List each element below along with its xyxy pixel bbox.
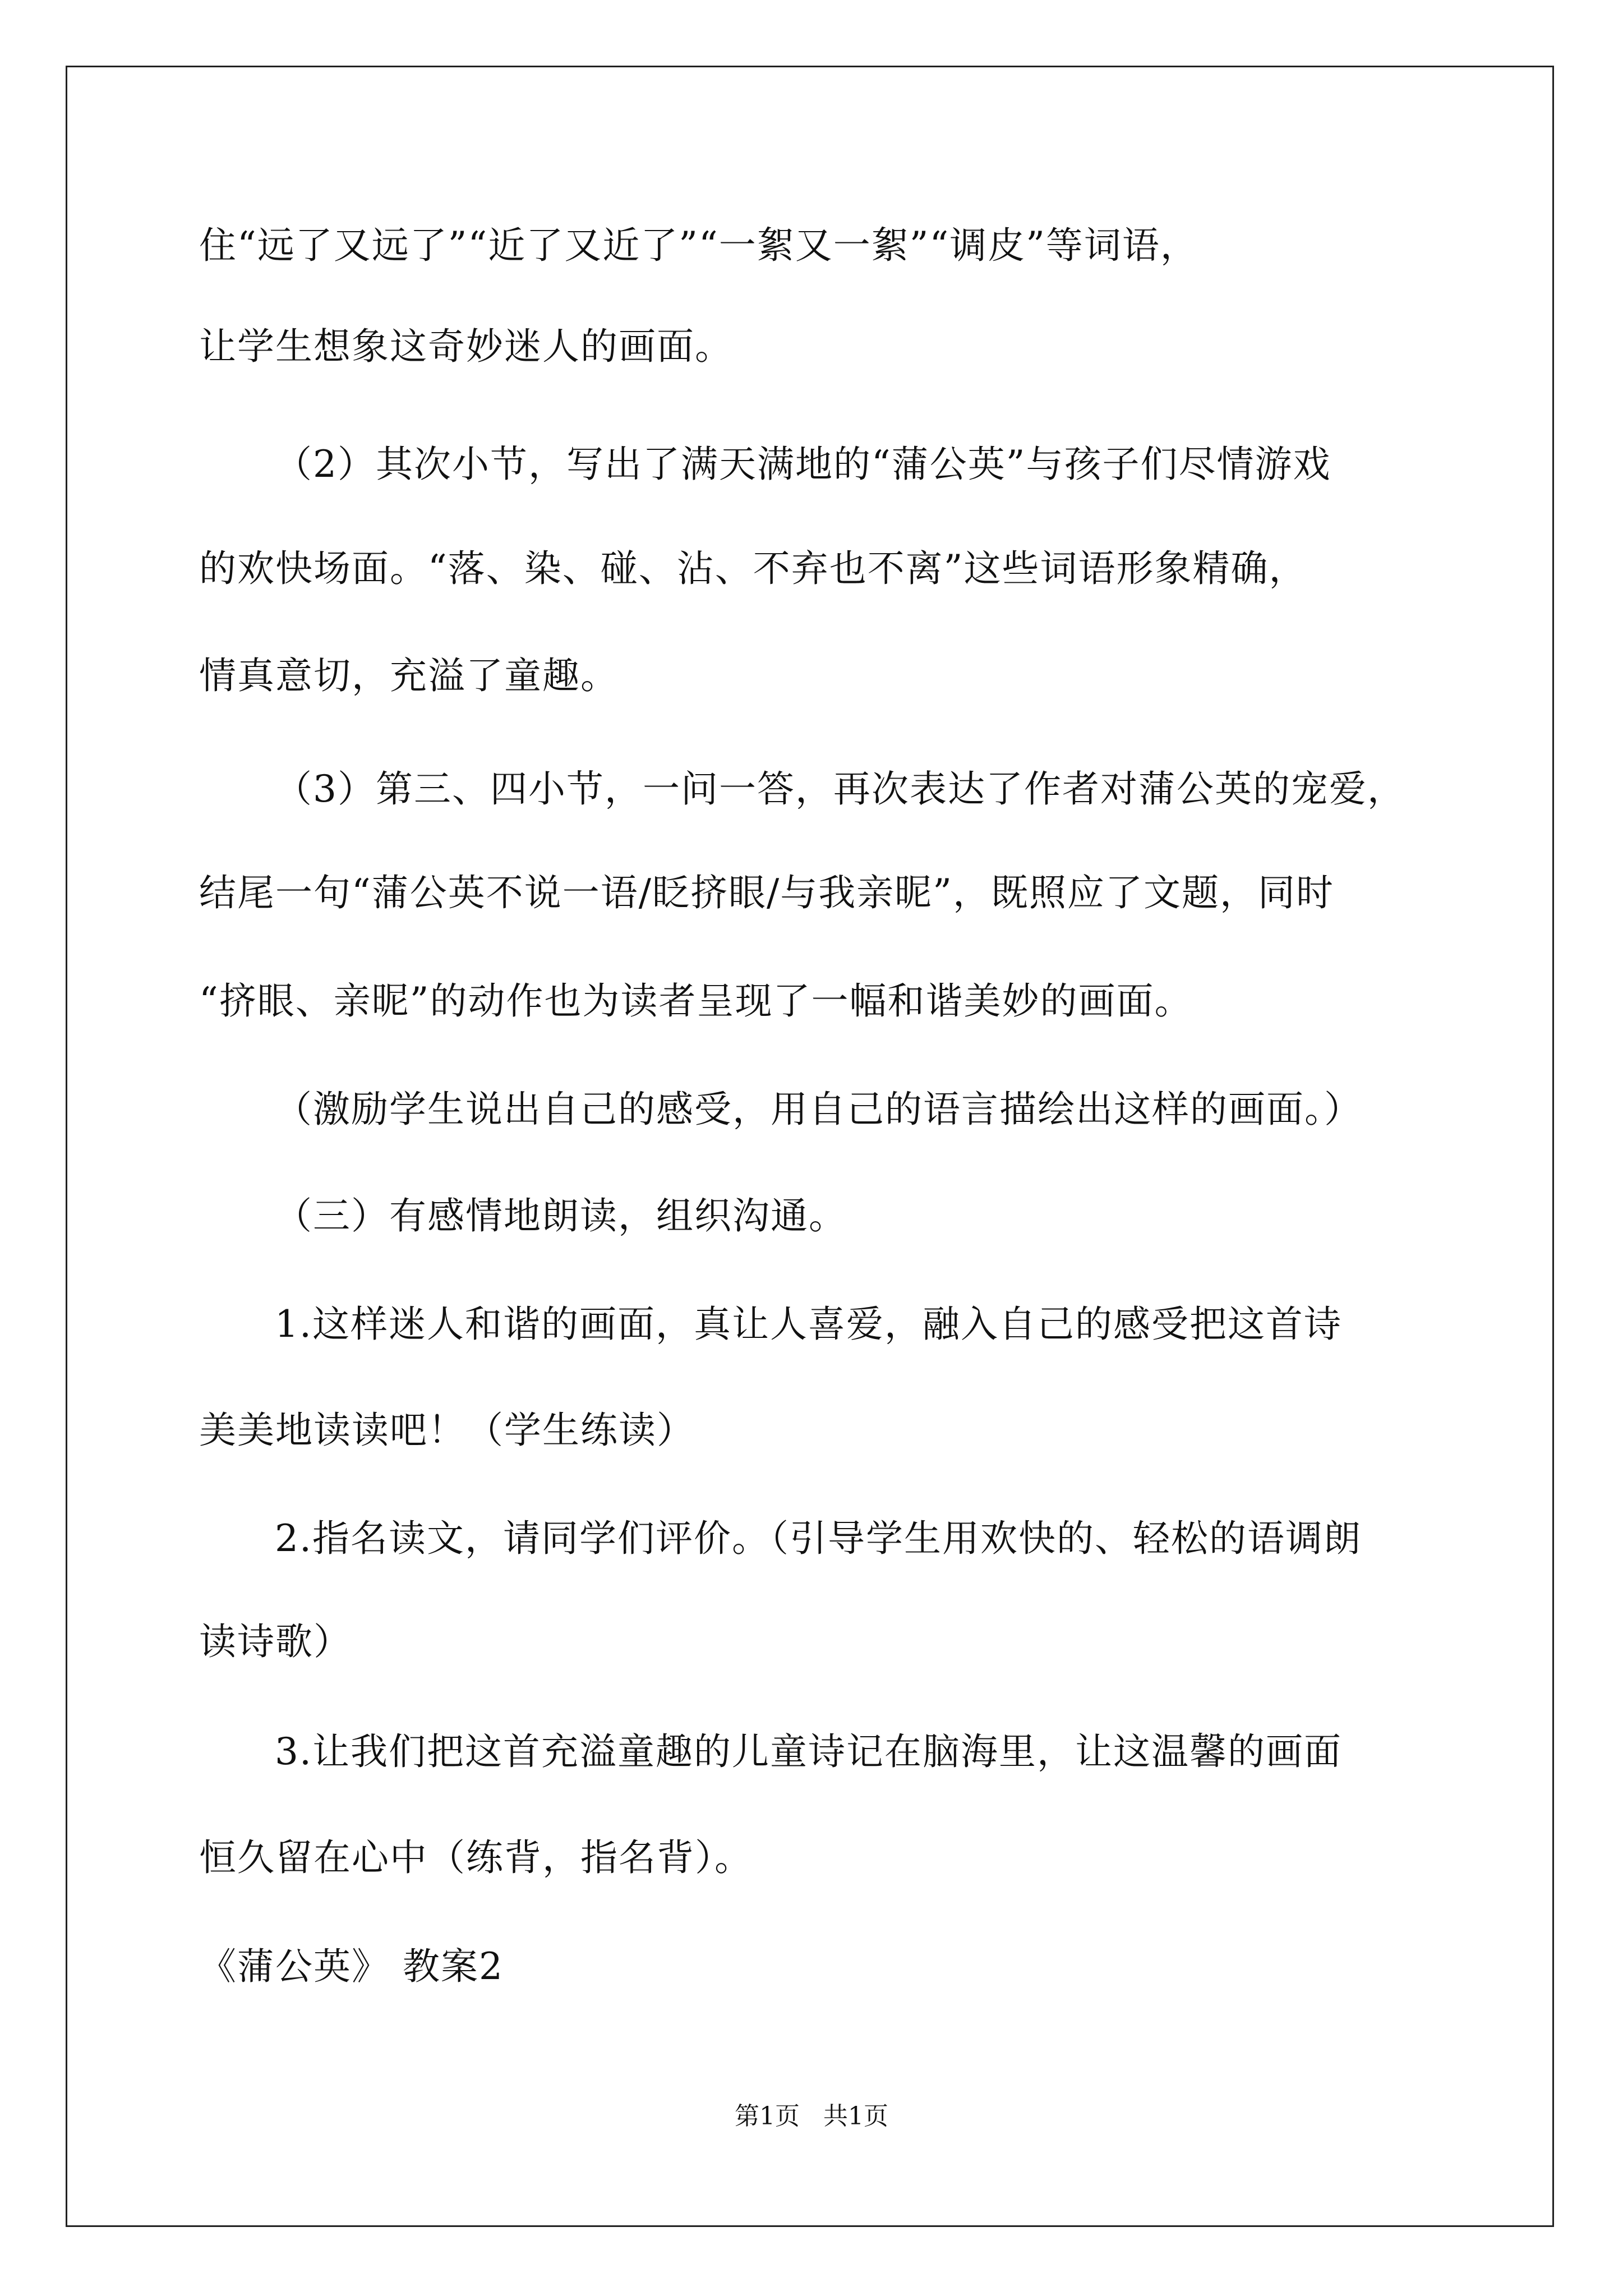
text-line: 情真意切，充溢了童趣。	[199, 654, 619, 697]
text-line: 结尾一句“蒲公英不说一语/眨挤眼/与我亲昵”，既照应了文题，同时	[199, 871, 1334, 914]
section-heading: 《蒲公英》 教案2	[199, 1945, 504, 1988]
text-line: 让学生想象这奇妙迷人的画面。	[199, 325, 733, 368]
text-line: 住“远了又远了”“近了又近了”“一絮又一絮”“调皮”等词语，	[199, 224, 1198, 267]
text-line: “挤眼、亲昵”的动作也为读者呈现了一幅和谐美妙的画面。	[199, 979, 1193, 1023]
text-line: 1.这样迷人和谐的画面，真让人喜爱，融入自己的感受把这首诗	[275, 1303, 1342, 1346]
text-line: 3.让我们把这首充溢童趣的儿童诗记在脑海里，让这温馨的画面	[275, 1730, 1342, 1773]
text-line: （三）有感情地朗读，组织沟通。	[275, 1194, 847, 1237]
text-line: 的欢快场面。“落、染、碰、沾、不弃也不离”这些词语形象精确，	[199, 547, 1307, 590]
text-line: 恒久留在心中（练背，指名背）。	[199, 1836, 753, 1879]
text-line: 2.指名读文，请同学们评价。（引导学生用欢快的、轻松的语调朗	[275, 1517, 1362, 1560]
page-footer: 第1页 共1页	[735, 2102, 888, 2131]
text-line: （3）第三、四小节，一问一答，再次表达了作者对蒲公英的宠爱，	[275, 767, 1405, 811]
text-line: 读诗歌）	[199, 1620, 352, 1663]
text-line: 美美地读读吧！（学生练读）	[199, 1409, 695, 1452]
text-line: （激励学生说出自己的感受，用自己的语言描绘出这样的画面。）	[275, 1088, 1362, 1131]
page-border	[66, 66, 1554, 2227]
text-line: （2）其次小节，写出了满天满地的“蒲公英”与孩子们尽情游戏	[275, 443, 1331, 486]
